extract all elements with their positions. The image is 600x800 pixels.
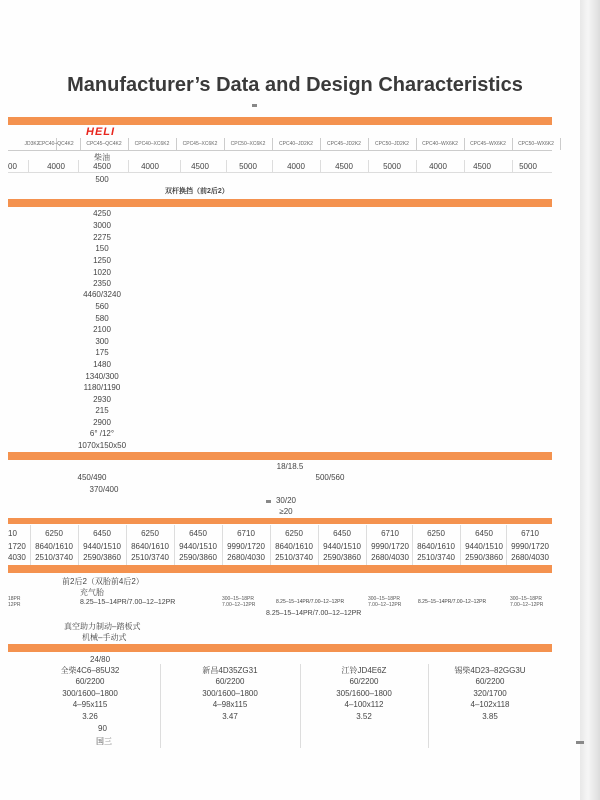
weight-value: 9440/1510 xyxy=(465,542,503,551)
engine-cylinders: 4–95x115 xyxy=(72,700,108,709)
heli-logo: HELI xyxy=(86,126,116,138)
transmission-control: 双杆换挡（前2后2） xyxy=(165,188,229,195)
dimension-value: 215 xyxy=(95,406,109,415)
model-cell: CPC45–JD2K2 xyxy=(320,138,369,150)
weight-value: 2680/4030 xyxy=(511,553,549,562)
section-band xyxy=(8,565,552,573)
capacity-value: 4000 xyxy=(287,162,305,171)
performance-value: ≥20 xyxy=(279,507,293,516)
performance-value: 30/20 xyxy=(275,496,297,505)
performance-value: 450/490 xyxy=(77,473,107,482)
page-spine xyxy=(580,0,600,800)
weight-value: 6250 xyxy=(427,529,445,538)
load-center: 500 xyxy=(95,175,109,184)
dimension-value: 2900 xyxy=(93,418,111,427)
weight-value: 8640/1610 xyxy=(275,542,313,551)
weight-value: 6450 xyxy=(475,529,493,538)
model-cell: CPC40–QC4K2 xyxy=(32,138,81,150)
engine-power: 60/2200 xyxy=(475,677,505,686)
capacity-value: 4000 xyxy=(47,162,65,171)
weight-value: 2510/3740 xyxy=(131,553,169,562)
brake-type: 真空助力制动–踏板式 xyxy=(64,622,141,631)
parking-brake: 机械–手动式 xyxy=(82,633,127,642)
weight-value: 9440/1510 xyxy=(83,542,121,551)
weight-value: 9990/1720 xyxy=(371,542,409,551)
capacity-value: 4500 xyxy=(473,162,491,171)
weight-value: 2590/3860 xyxy=(83,553,121,562)
tyre-spec: 7.00–12–12PR xyxy=(510,602,544,608)
weight-value: 9440/1510 xyxy=(179,542,217,551)
section-band xyxy=(8,644,552,652)
weight-value: 2680/4030 xyxy=(227,553,265,562)
dimension-value: 6° /12° xyxy=(89,429,115,438)
weight-value: 8640/1610 xyxy=(417,542,455,551)
tyre-spec: 7.00–12–12PR xyxy=(368,602,402,608)
model-cell: CPC50–JD2K2 xyxy=(368,138,417,150)
model-cell: CPC40–WX6K2 xyxy=(416,138,465,150)
model-cell: JD3K2 xyxy=(8,138,57,150)
dimension-value: 1070x150x50 xyxy=(77,441,127,450)
model-cell: CPC40–XC6K2 xyxy=(128,138,177,150)
weight-value: 6710 xyxy=(381,529,399,538)
tyre-spec: 8.25–15–14PR/7.00–12–12PR xyxy=(276,599,345,605)
tyre-spec: 300–15–18PR xyxy=(510,596,542,602)
capacity-value: 5000 xyxy=(519,162,537,171)
model-cell: CPC45–WX6K2 xyxy=(464,138,513,150)
weight-value: 6450 xyxy=(93,529,111,538)
section-band xyxy=(8,199,552,207)
model-cell: CPC50–WX6K2 xyxy=(512,138,561,150)
weight-value: 2680/4030 xyxy=(371,553,409,562)
dimension-value: 1180/1190 xyxy=(83,383,121,392)
emission-standard: 国三 xyxy=(96,737,112,746)
weight-value: 2510/3740 xyxy=(417,553,455,562)
tyre-spec: 8.25–15–14PR/7.00–12–12PR xyxy=(80,599,176,606)
weight-value: 9990/1720 xyxy=(511,542,549,551)
engine-torque: 320/1700 xyxy=(473,689,507,698)
weight-value: 6250 xyxy=(285,529,303,538)
dimension-value: 2930 xyxy=(93,395,111,404)
dimension-value: 1250 xyxy=(93,256,111,265)
drive-config: 前2后2（双胎前4后2） xyxy=(62,577,144,586)
dimension-value: 1480 xyxy=(93,360,111,369)
engine-torque: 300/1600–1800 xyxy=(202,689,258,698)
capacity-value: 4500 xyxy=(191,162,209,171)
engine-cylinders: 4–98x115 xyxy=(212,700,248,709)
dimension-value: 1020 xyxy=(93,268,111,277)
dimension-value: 2275 xyxy=(93,233,111,242)
engine-cylinders: 4–102x118 xyxy=(470,700,510,709)
engine-torque: 300/1600–1800 xyxy=(62,689,118,698)
dimension-value: 300 xyxy=(95,337,109,346)
capacity-value: 00 xyxy=(8,162,17,171)
tyre-spec: 8.25–15–14PR/7.00–12–12PR xyxy=(266,610,362,617)
tyre-spec: 12PR xyxy=(8,602,21,608)
print-mark xyxy=(266,500,271,503)
performance-value: 500/560 xyxy=(315,473,345,482)
fuel-type: 柴油 xyxy=(94,153,110,162)
print-mark xyxy=(252,104,257,107)
weight-value: 6450 xyxy=(333,529,351,538)
engine-power: 60/2200 xyxy=(75,677,105,686)
capacity-value: 4000 xyxy=(141,162,159,171)
performance-value: 370/400 xyxy=(89,485,119,494)
capacity-value: 5000 xyxy=(383,162,401,171)
model-cell: CPC40–JD2K2 xyxy=(272,138,321,150)
weight-value: 9990/1720 xyxy=(227,542,265,551)
weight-value: 2590/3860 xyxy=(465,553,503,562)
engine-power: 60/2200 xyxy=(349,677,379,686)
dimension-value: 1340/300 xyxy=(85,372,119,381)
engine-model: 锡柴4D23–82GG3U xyxy=(454,666,526,675)
weight-value: 6710 xyxy=(521,529,539,538)
engine-model: 全柴4C6–85U32 xyxy=(60,666,120,675)
engine-torque: 305/1600–1800 xyxy=(336,689,392,698)
battery-spec: 24/80 xyxy=(90,655,111,664)
tyre-spec: 7.00–12–12PR xyxy=(222,602,256,608)
dimension-value: 2350 xyxy=(93,279,111,288)
weight-value: 6250 xyxy=(141,529,159,538)
dimension-value: 580 xyxy=(95,314,109,323)
model-cell: CPC50–XC6K2 xyxy=(224,138,273,150)
capacity-value: 4500 xyxy=(335,162,353,171)
header-band xyxy=(8,117,552,125)
engine-displacement: 3.85 xyxy=(482,712,498,721)
tyre-type: 充气胎 xyxy=(80,588,104,597)
capacity-value: 4500 xyxy=(93,162,111,171)
weight-value: 6710 xyxy=(237,529,255,538)
weight-value: 2590/3860 xyxy=(323,553,361,562)
engine-model: 新昌4D35ZG31 xyxy=(202,666,258,675)
dimension-value: 2100 xyxy=(93,325,111,334)
model-cell: CPC45–QC4K2 xyxy=(80,138,129,150)
performance-value: 18/18.5 xyxy=(276,462,304,471)
print-mark xyxy=(576,741,584,744)
weight-value: 2510/3740 xyxy=(35,553,73,562)
fuel-tank: 90 xyxy=(98,724,107,733)
weight-value: 6450 xyxy=(189,529,207,538)
model-header-row xyxy=(8,138,552,151)
weight-value: 10 xyxy=(8,529,17,538)
dimension-value: 175 xyxy=(95,348,109,357)
tyre-spec: 18PR xyxy=(8,596,21,602)
engine-displacement: 3.26 xyxy=(82,712,98,721)
section-band xyxy=(8,452,552,460)
weight-value: 2510/3740 xyxy=(275,553,313,562)
tyre-spec: 300–15–18PR xyxy=(368,596,400,602)
weight-value: 1720 xyxy=(8,542,26,551)
page-title: Manufacturer’s Data and Design Characteristics xyxy=(67,74,523,96)
weight-value: 6250 xyxy=(45,529,63,538)
weight-value: 8640/1610 xyxy=(131,542,169,551)
model-cell: CPC45–XC6K2 xyxy=(176,138,225,150)
tyre-spec: 300–15–18PR xyxy=(222,596,254,602)
dimension-value: 150 xyxy=(95,244,109,253)
dimension-value: 560 xyxy=(95,302,109,311)
weight-value: 4030 xyxy=(8,553,26,562)
engine-displacement: 3.47 xyxy=(222,712,238,721)
dimension-value: 4460/3240 xyxy=(83,290,121,299)
section-band xyxy=(8,518,552,524)
weight-value: 8640/1610 xyxy=(35,542,73,551)
weight-value: 9440/1510 xyxy=(323,542,361,551)
tyre-spec: 8.25–15–14PR/7.00–12–12PR xyxy=(418,599,487,605)
dimension-value: 3000 xyxy=(93,221,111,230)
engine-cylinders: 4–100x112 xyxy=(344,700,384,709)
dimension-value: 4250 xyxy=(93,209,111,218)
capacity-value: 4000 xyxy=(429,162,447,171)
engine-model: 江铃JD4E6Z xyxy=(341,666,387,675)
weight-value: 2590/3860 xyxy=(179,553,217,562)
capacity-value: 5000 xyxy=(239,162,257,171)
engine-power: 60/2200 xyxy=(215,677,245,686)
engine-displacement: 3.52 xyxy=(356,712,372,721)
